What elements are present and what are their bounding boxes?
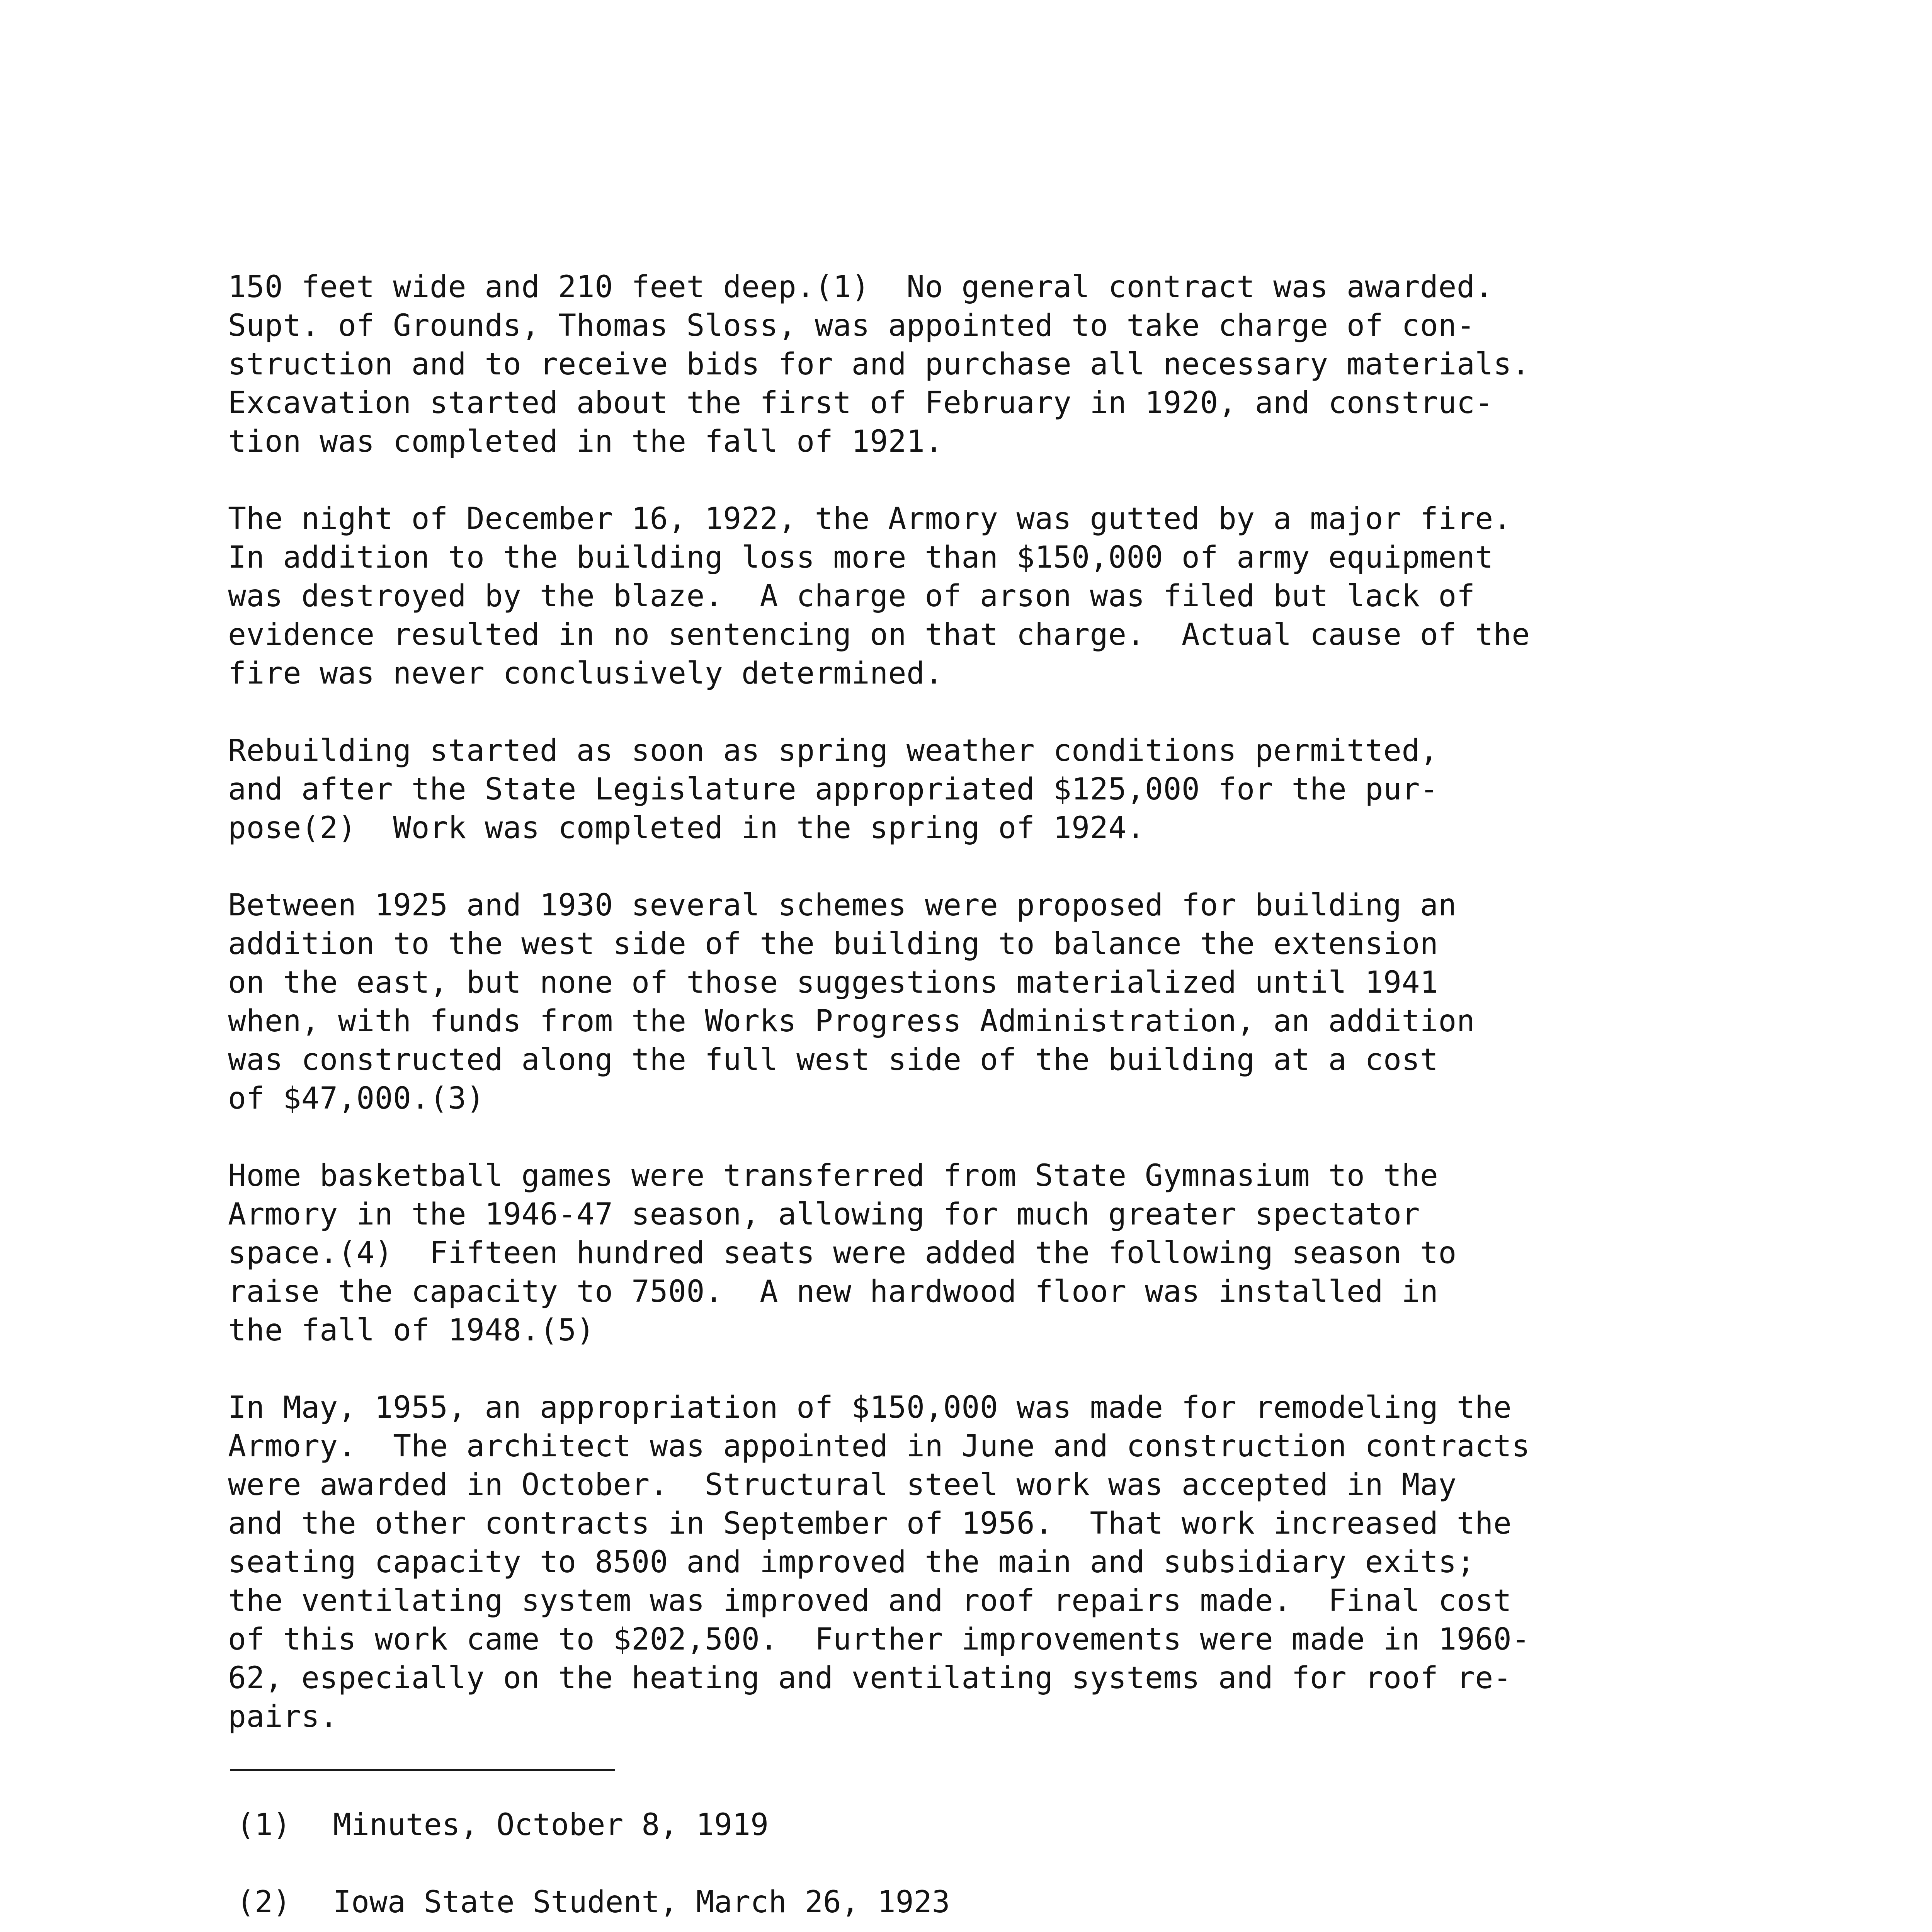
- text-line: and the other contracts in September of 1956. That work increased the: [228, 1506, 1512, 1541]
- text-line: Excavation started about the first of February in 1920, and construc-: [228, 386, 1493, 420]
- footnote-separator: [230, 1769, 615, 1771]
- text-line: Between 1925 and 1930 several schemes were proposed for building an: [228, 888, 1457, 923]
- paragraph-construction: [228, 268, 1619, 461]
- text-line: Armory. The architect was appointed in June and construction contracts: [228, 1429, 1530, 1464]
- paragraph-fire: [228, 500, 1619, 693]
- paragraph-basketball: [228, 1156, 1619, 1350]
- text-line: and after the State Legislature appropriated $125,000 for the pur-: [228, 772, 1439, 807]
- paragraph-remodeling: [228, 1388, 1619, 1736]
- text-line: evidence resulted in no sentencing on that charge. Actual cause of the: [228, 617, 1530, 652]
- text-line: seating capacity to 8500 and improved the main and subsidiary exits;: [228, 1545, 1475, 1580]
- text-line: 62, especially on the heating and ventilating systems and for roof re-: [228, 1661, 1512, 1696]
- text-line: the fall of 1948.(5): [228, 1313, 595, 1348]
- text-line: The night of December 16, 1922, the Armory was gutted by a major fire.: [228, 502, 1512, 536]
- text-line: 150 feet wide and 210 feet deep.(1) No general contract was awarded.: [228, 270, 1493, 304]
- text-line: were awarded in October. Structural steel work was accepted in May: [228, 1468, 1457, 1502]
- footnote-number: (2): [236, 1885, 291, 1920]
- text-line: Supt. of Grounds, Thomas Sloss, was appointed to take charge of con-: [228, 308, 1475, 343]
- text-line: raise the capacity to 7500. A new hardwood floor was installed in: [228, 1274, 1439, 1309]
- text-line: pose(2) Work was completed in the spring of 1924.: [228, 811, 1145, 845]
- text-line: of this work came to $202,500. Further improvements were made in 1960-: [228, 1622, 1530, 1657]
- footnote-text: Minutes, October 8, 1919: [333, 1808, 769, 1842]
- text-line: was constructed along the full west side of the building at a cost: [228, 1043, 1439, 1077]
- text-line: fire was never conclusively determined.: [228, 656, 943, 691]
- footnote-item: [236, 1806, 769, 1844]
- paragraph-rebuilding: [228, 731, 1619, 847]
- text-line: pairs.: [228, 1699, 338, 1734]
- text-line: Armory in the 1946-47 season, allowing for much greater spectator: [228, 1197, 1420, 1232]
- text-line: struction and to receive bids for and purchase all necessary materials.: [228, 347, 1530, 382]
- text-line: addition to the west side of the building to balance the extension: [228, 927, 1439, 961]
- text-line: the ventilating system was improved and roof repairs made. Final cost: [228, 1583, 1512, 1618]
- text-line: of $47,000.(3): [228, 1081, 485, 1116]
- footnote-number: (1): [236, 1808, 291, 1842]
- text-line: tion was completed in the fall of 1921.: [228, 424, 943, 459]
- text-line: Home basketball games were transferred from State Gymnasium to the: [228, 1158, 1439, 1193]
- paragraph-addition: [228, 886, 1619, 1118]
- text-line: space.(4) Fifteen hundred seats were added the following season to: [228, 1236, 1457, 1270]
- text-line: when, with funds from the Works Progress Administration, an addition: [228, 1004, 1475, 1039]
- text-line: In addition to the building loss more than $150,000 of army equipment: [228, 540, 1493, 575]
- text-line: In May, 1955, an appropriation of $150,000 was made for remodeling the: [228, 1390, 1512, 1425]
- text-line: Rebuilding started as soon as spring weather conditions permitted,: [228, 733, 1439, 768]
- text-line: on the east, but none of those suggestions materialized until 1941: [228, 965, 1439, 1000]
- footnote-item: [236, 1883, 950, 1922]
- text-line: was destroyed by the blaze. A charge of arson was filed but lack of: [228, 579, 1475, 614]
- footnote-text: Iowa State Student, March 26, 1923: [333, 1885, 950, 1920]
